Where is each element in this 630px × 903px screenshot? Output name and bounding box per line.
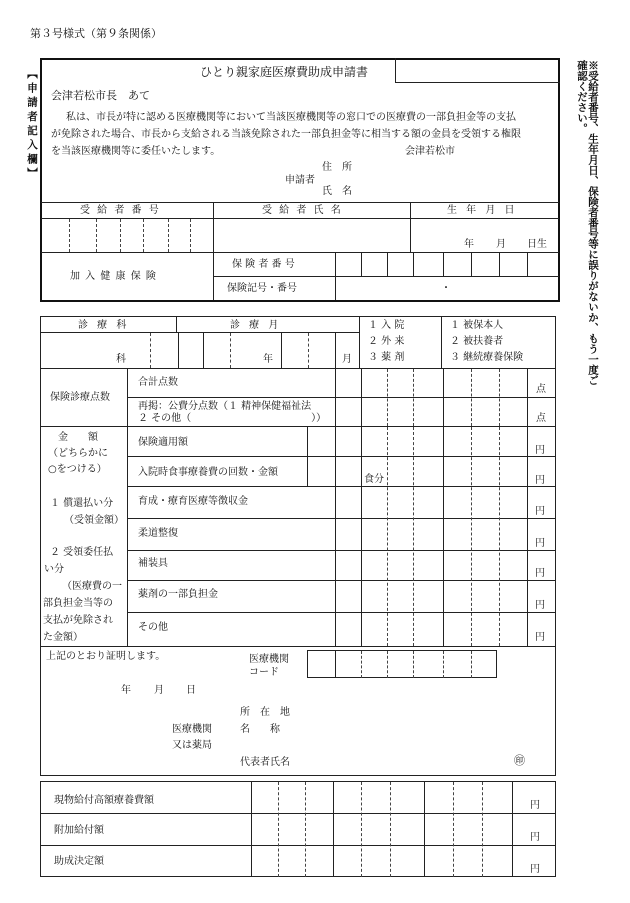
insurance-symbol-label: 保険記号・番号 [227,283,297,294]
points-unit-total: 点 [536,384,546,395]
delegation-line-3: を当該医療機関等に委任いたします。 [51,146,221,157]
amount-row-meal: 入院時食事療養費の回数・金額 [138,467,278,478]
dob-label: 生 年 月 日 [447,205,518,216]
form-title: ひとり親家庭医療費助成申請書 [200,65,369,79]
rebill-line-1: 再掲：公費分点数（１ 精神保健福祉法 [138,401,312,412]
total-points-label: 合計点数 [138,377,178,388]
option2-line-4: 部負担金当等の [43,598,113,609]
city-name: 会津若松市 [405,146,455,157]
amount-row-prosthetic: 補装具 [138,558,168,569]
city-yen-1: 円 [530,800,540,811]
city-yen-3: 円 [530,864,540,875]
amount-heading-2: （どちらかに [48,448,108,459]
delegation-line-1: 私は、市長が特に認める医療機関等において当該医療機関等の窓口での医療費の一部負担金等の支払 [66,112,516,123]
applicant-label: 申請者 [285,175,315,186]
insured-continuing: ３ 継続療養保険 [450,352,524,363]
institution-name-label: 名 称 [240,724,280,735]
option2-line-3: （医療費の一 [62,581,122,592]
option2-line-2: い分 [44,564,64,575]
yen-unit-7: 円 [535,632,545,643]
yen-unit-1: 円 [535,445,545,456]
amount-row-drug: 薬剤の一部負担金 [138,589,218,600]
dept-label: 診 療 科 [78,320,130,331]
form-number: 第３号様式（第９条関係） [30,27,162,40]
dept-unit: 科 [116,354,126,365]
institution-label-1: 医療機関 [172,724,212,735]
type-outpatient: ２ 外 来 [368,336,405,347]
yen-unit-3: 円 [535,506,545,517]
city-yen-2: 円 [530,832,540,843]
addressee: 会津若松市長 あて [51,89,150,102]
rebill-line-2: ２ その他（ ）） [138,413,327,424]
insurance-label: 加 入 健 康 保 険 [70,271,157,282]
institution-code-label-1: 医療機関 [249,654,289,665]
type-drug: ３ 薬 剤 [368,352,405,363]
seal-mark: ㊞ [514,754,525,767]
cert-year: 年 [121,685,131,696]
insured-dependent: ２ 被扶養者 [450,336,504,347]
medical-section [40,316,556,776]
yen-unit-4: 円 [535,538,545,549]
yen-unit-6: 円 [535,600,545,611]
certification-statement: 上記のとおり証明します。 [46,651,166,662]
institution-code-label-2: コード [249,667,279,678]
recipient-name-label: 受 給 者 氏 名 [262,205,343,216]
name-label: 氏 名 [322,186,352,197]
dob-year: 年 [464,239,474,250]
meal-unit: 食分 [364,474,384,485]
cert-day: 日 [186,685,196,696]
yen-unit-5: 円 [535,568,545,579]
amount-row-ikusei: 育成・療育医療等徴収金 [138,496,248,507]
amount-row-judo: 柔道整復 [138,528,178,539]
recipient-number-label: 受 給 者 番 号 [80,205,161,216]
amount-row-insured: 保険適用額 [138,437,188,448]
cert-month: 月 [154,685,164,696]
decision-amount-label: 助成決定額 [54,856,104,867]
year-unit: 年 [263,354,273,365]
option2-line-5: 支払が免除され [43,615,113,626]
representative-label: 代表者氏名 [240,757,290,768]
option2-line-1: ２ 受領委任払 [50,547,114,558]
institution-label-2: 又は薬局 [172,740,212,751]
amount-heading-3: ○をつける） [48,464,107,475]
right-note: ※受給者番号、生年月日、保険者番号等に誤りがないか、もう一度ご確認ください。 [575,60,599,386]
points-unit-rebill: 点 [536,413,546,424]
month-unit: 月 [342,354,352,365]
receipt-box [395,58,560,83]
points-label: 保険診療点数 [50,392,110,403]
insured-self: １ 被保本人 [450,320,504,331]
dob-day: 日生 [527,239,547,250]
month-label: 診 療 月 [230,320,282,331]
type-inpatient: １ 入 院 [368,320,405,331]
dob-month: 月 [496,239,506,250]
yen-unit-2: 円 [535,475,545,486]
option2-line-6: た金額） [43,632,83,643]
side-label: 【申請者記入欄】 [26,68,39,182]
amount-row-other: その他 [138,622,168,633]
option1-line-2: （受領金額） [64,515,124,526]
address-label: 住 所 [322,162,352,173]
amount-heading-1: 金 額 [58,432,98,443]
delegation-line-2: が免除された場合、市長から支給される当該免除された一部負担金等に相当する額の金員を受領する権限 [51,129,521,140]
location-label: 所 在 地 [240,707,290,718]
insurer-number-label: 保 険 者 番 号 [232,259,295,270]
additional-benefit-label: 附加給付額 [54,825,104,836]
option1-line-1: １ 償還払い分 [50,498,114,509]
high-cost-label: 現物給付高額療養費額 [54,795,154,806]
insurance-symbol-dot: ・ [441,283,451,294]
